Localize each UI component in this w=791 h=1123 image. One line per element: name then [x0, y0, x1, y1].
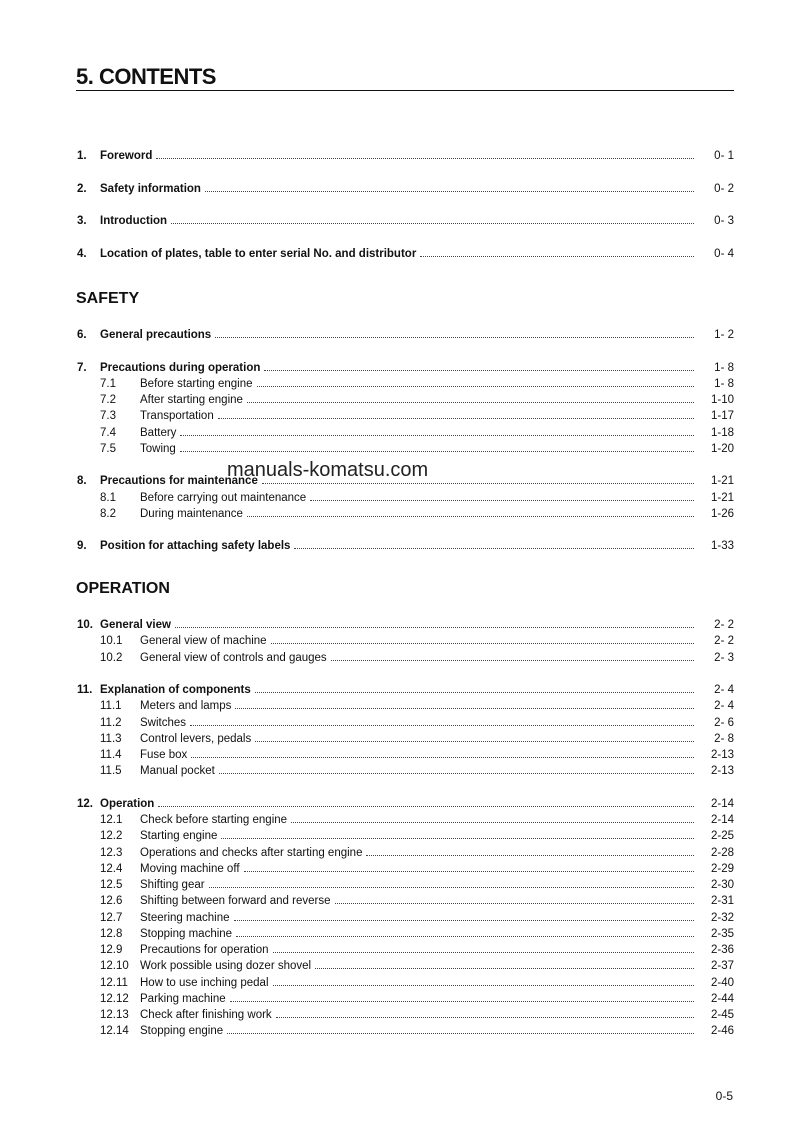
entry-number: 11.4 — [100, 749, 122, 761]
entry-number: 12.6 — [100, 895, 123, 908]
toc-subentry[interactable] — [77, 811, 734, 827]
entry-page: 0- 4 — [714, 247, 734, 260]
toc-subentry[interactable] — [77, 957, 734, 973]
toc-entry[interactable] — [77, 180, 734, 196]
toc-entry[interactable] — [77, 681, 734, 697]
entry-title: General view — [100, 619, 171, 631]
toc-subentry[interactable] — [77, 391, 734, 407]
entry-number: 12.2 — [100, 830, 123, 843]
toc-subentry[interactable] — [77, 844, 734, 860]
entry-number: 7.2 — [100, 394, 116, 406]
entry-page: 2- 4 — [714, 700, 734, 713]
toc-subentry[interactable] — [77, 440, 734, 456]
entry-title: Precautions for maintenance — [100, 475, 258, 488]
toc-subentry[interactable] — [77, 746, 734, 762]
entry-title: Operations and checks after starting engine — [140, 846, 363, 859]
entry-number: 12.10 — [100, 960, 129, 973]
entry-title: Transportation — [140, 410, 214, 423]
entry-page: 2-14 — [710, 814, 734, 826]
entry-title: Fuse box — [140, 749, 188, 761]
entry-number: 6. — [77, 329, 87, 341]
entry-title: Operation — [100, 797, 155, 810]
entry-page: 1-10 — [710, 394, 734, 406]
toc-entry[interactable] — [77, 212, 734, 228]
entry-title: Battery — [140, 426, 177, 439]
dot-leader — [180, 440, 694, 452]
entry-number: 7.3 — [100, 410, 116, 423]
entry-number: 12.5 — [100, 879, 123, 891]
entry-number: 12.4 — [100, 862, 123, 875]
entry-number: 12. — [77, 797, 93, 810]
entry-number: 7. — [77, 361, 87, 374]
entry-page: 1-17 — [710, 410, 734, 423]
entry-title: Explanation of components — [100, 684, 251, 696]
entry-number: 12.1 — [100, 814, 123, 826]
toc-subentry[interactable] — [77, 489, 734, 505]
toc-subentry[interactable] — [77, 762, 734, 778]
dot-leader — [335, 892, 695, 904]
entry-title: Check after finishing work — [140, 1009, 272, 1021]
entry-page: 2-44 — [710, 992, 734, 1005]
entry-number: 12.3 — [100, 846, 123, 859]
entry-title: General view of machine — [140, 635, 267, 648]
entry-title: General precautions — [100, 329, 212, 341]
dot-leader — [156, 147, 694, 159]
entry-number: 12.11 — [100, 976, 128, 989]
dot-leader — [234, 909, 695, 921]
entry-number: 11.3 — [100, 732, 122, 745]
entry-number: 1. — [77, 150, 87, 162]
dot-leader — [276, 1006, 694, 1018]
toc-entry[interactable] — [77, 326, 734, 342]
toc-subentry[interactable] — [77, 1006, 734, 1022]
spacer — [77, 779, 734, 795]
dot-leader — [158, 795, 694, 807]
dot-leader — [264, 359, 694, 371]
entry-page: 1-18 — [710, 426, 734, 439]
spacer — [77, 665, 734, 681]
entry-page: 2-14 — [710, 797, 734, 810]
entry-page: 2-29 — [710, 862, 734, 875]
dot-leader — [315, 957, 694, 969]
entry-number: 12.7 — [100, 911, 123, 924]
toc-subentry[interactable] — [77, 649, 734, 665]
entry-number: 10. — [77, 619, 93, 631]
dot-leader — [244, 860, 694, 872]
dot-leader — [331, 649, 694, 661]
spacer — [77, 228, 734, 244]
toc-subentry[interactable] — [77, 632, 734, 648]
dot-leader — [236, 925, 694, 937]
entry-number: 9. — [77, 540, 87, 553]
entry-number: 11.1 — [100, 700, 122, 713]
toc-entry[interactable] — [77, 616, 734, 632]
entry-number: 2. — [77, 182, 87, 195]
entry-title: Check before starting engine — [140, 814, 288, 826]
entry-page: 1-26 — [710, 507, 734, 520]
toc-subentry[interactable] — [77, 876, 734, 892]
toc-subentry[interactable] — [77, 974, 734, 990]
entry-title: Stopping engine — [140, 1025, 224, 1038]
toc-subentry[interactable] — [77, 375, 734, 391]
toc-subentry[interactable] — [77, 909, 734, 925]
entry-title: Control levers, pedals — [140, 732, 252, 745]
dot-leader — [271, 632, 694, 644]
toc-entry[interactable] — [77, 795, 734, 811]
spacer — [77, 342, 734, 358]
entry-page: 2- 6 — [714, 716, 734, 729]
entry-title: General view of controls and gauges — [140, 651, 327, 664]
entry-page: 2-35 — [710, 927, 734, 940]
entry-page: 2-13 — [710, 765, 734, 778]
toc-subentry[interactable] — [77, 892, 734, 908]
toc-subentry[interactable] — [77, 424, 734, 440]
entry-number: 7.1 — [100, 377, 116, 390]
entry-page: 2-32 — [710, 911, 734, 924]
toc-subentry[interactable] — [77, 407, 734, 423]
dot-leader — [180, 424, 694, 436]
entry-title: Switches — [140, 716, 187, 729]
dot-leader — [175, 616, 694, 628]
entry-title: Before starting engine — [140, 377, 253, 390]
entry-title: Towing — [140, 442, 176, 455]
dot-leader — [218, 407, 694, 419]
dot-leader — [420, 245, 694, 257]
toc-subentry[interactable] — [77, 925, 734, 941]
entry-number: 11. — [77, 684, 93, 696]
dot-leader — [215, 326, 694, 338]
dot-leader — [291, 811, 694, 823]
entry-page: 1-21 — [710, 491, 734, 504]
entry-title: Manual pocket — [140, 765, 215, 778]
toc-subentry[interactable] — [77, 860, 734, 876]
entry-number: 12.9 — [100, 944, 123, 956]
toc-entry[interactable] — [77, 359, 734, 375]
entry-page: 1- 8 — [714, 361, 734, 374]
title-underline — [76, 90, 734, 91]
spacer — [77, 521, 734, 537]
entry-number: 8.1 — [100, 491, 116, 504]
dot-leader — [257, 375, 694, 387]
entry-title: Position for attaching safety labels — [100, 540, 291, 553]
entry-number: 12.8 — [100, 927, 123, 940]
dot-leader — [209, 876, 694, 888]
entry-page: 2-40 — [710, 976, 734, 989]
dot-leader — [310, 489, 694, 501]
page-title: 5. CONTENTS — [76, 64, 216, 89]
dot-leader — [205, 180, 694, 192]
spacer — [77, 196, 734, 212]
entry-page: 2-13 — [710, 749, 734, 761]
dot-leader — [366, 844, 694, 856]
dot-leader — [235, 697, 694, 709]
entry-page: 2-25 — [710, 830, 734, 843]
entry-page: 2-31 — [710, 895, 734, 908]
toc-entry[interactable] — [77, 147, 734, 163]
entry-number: 12.13 — [100, 1009, 129, 1021]
entry-number: 12.12 — [100, 992, 129, 1005]
entry-title: Meters and lamps — [140, 700, 232, 713]
entry-number: 11.2 — [100, 716, 122, 729]
contents-list-intro — [77, 147, 734, 261]
entry-title: How to use inching pedal — [140, 976, 269, 989]
entry-page: 2- 2 — [714, 619, 734, 631]
entry-title: Precautions for operation — [140, 944, 269, 956]
toc-subentry[interactable] — [77, 941, 734, 957]
toc-entry[interactable] — [77, 537, 734, 553]
entry-page: 2-46 — [710, 1025, 734, 1038]
section-heading-operation: OPERATION — [76, 580, 170, 597]
dot-leader — [273, 974, 695, 986]
dot-leader — [255, 681, 694, 693]
entry-page: 2-37 — [710, 960, 734, 973]
entry-title: Starting engine — [140, 830, 218, 843]
toc-entry[interactable] — [77, 245, 734, 261]
entry-page: 2- 4 — [714, 684, 734, 696]
dot-leader — [247, 391, 694, 403]
dot-leader — [219, 762, 694, 774]
entry-page: 2-36 — [710, 944, 734, 956]
dot-leader — [247, 505, 694, 517]
entry-title: Foreword — [100, 150, 153, 162]
watermark: manuals-komatsu.com — [227, 459, 429, 481]
entry-page: 2- 8 — [714, 732, 734, 745]
toc-subentry[interactable] — [77, 697, 734, 713]
entry-page: 2-30 — [710, 879, 734, 891]
entry-number: 11.5 — [100, 765, 122, 778]
entry-title: Parking machine — [140, 992, 226, 1005]
contents-list-safety — [77, 326, 734, 554]
toc-subentry[interactable] — [77, 827, 734, 843]
entry-title: Safety information — [100, 182, 201, 195]
entry-title: After starting engine — [140, 394, 243, 406]
entry-page: 2- 2 — [714, 635, 734, 648]
entry-title: Moving machine off — [140, 862, 240, 875]
entry-page: 1- 8 — [714, 377, 734, 390]
entry-number: 4. — [77, 247, 87, 260]
entry-title: Location of plates, table to enter serial No. and distributor — [100, 247, 417, 260]
dot-leader — [221, 827, 694, 839]
toc-subentry[interactable] — [77, 990, 734, 1006]
entry-page: 0- 3 — [714, 215, 734, 227]
entry-title: Precautions during operation — [100, 361, 261, 374]
dot-leader — [230, 990, 694, 1002]
entry-number: 12.14 — [100, 1025, 129, 1038]
entry-page: 2- 3 — [714, 651, 734, 664]
entry-page: 2-28 — [710, 846, 734, 859]
dot-leader — [190, 714, 694, 726]
entry-title: Stopping machine — [140, 927, 233, 940]
entry-title: Introduction — [100, 215, 168, 227]
entry-number: 10.1 — [100, 635, 123, 648]
toc-subentry[interactable] — [77, 1022, 734, 1038]
dot-leader — [294, 537, 694, 549]
toc-subentry[interactable] — [77, 730, 734, 746]
entry-number: 7.4 — [100, 426, 116, 439]
dot-leader — [227, 1022, 694, 1034]
entry-title: During maintenance — [140, 507, 243, 520]
toc-subentry[interactable] — [77, 505, 734, 521]
entry-title: Before carrying out maintenance — [140, 491, 307, 504]
entry-number: 3. — [77, 215, 87, 227]
dot-leader — [171, 212, 694, 224]
dot-leader — [191, 746, 694, 758]
spacer — [77, 163, 734, 179]
entry-number: 8.2 — [100, 507, 116, 520]
entry-page: 1-20 — [710, 442, 734, 455]
dot-leader — [255, 730, 694, 742]
entry-title: Shifting gear — [140, 879, 205, 891]
entry-title: Shifting between forward and reverse — [140, 895, 331, 908]
contents-list-operation — [77, 616, 734, 1039]
entry-page: 0- 2 — [714, 182, 734, 195]
entry-page: 2-45 — [710, 1009, 734, 1021]
entry-number: 7.5 — [100, 442, 116, 455]
entry-title: Steering machine — [140, 911, 230, 924]
entry-number: 10.2 — [100, 651, 123, 664]
entry-page: 0- 1 — [714, 150, 734, 162]
entry-number: 8. — [77, 475, 87, 488]
entry-page: 1-21 — [710, 475, 734, 488]
page-number: 0-5 — [715, 1089, 733, 1103]
section-heading-safety: SAFETY — [76, 290, 140, 307]
entry-page: 1- 2 — [714, 329, 734, 341]
entry-page: 1-33 — [710, 540, 734, 553]
entry-title: Work possible using dozer shovel — [140, 960, 312, 973]
dot-leader — [273, 941, 695, 953]
toc-subentry[interactable] — [77, 714, 734, 730]
